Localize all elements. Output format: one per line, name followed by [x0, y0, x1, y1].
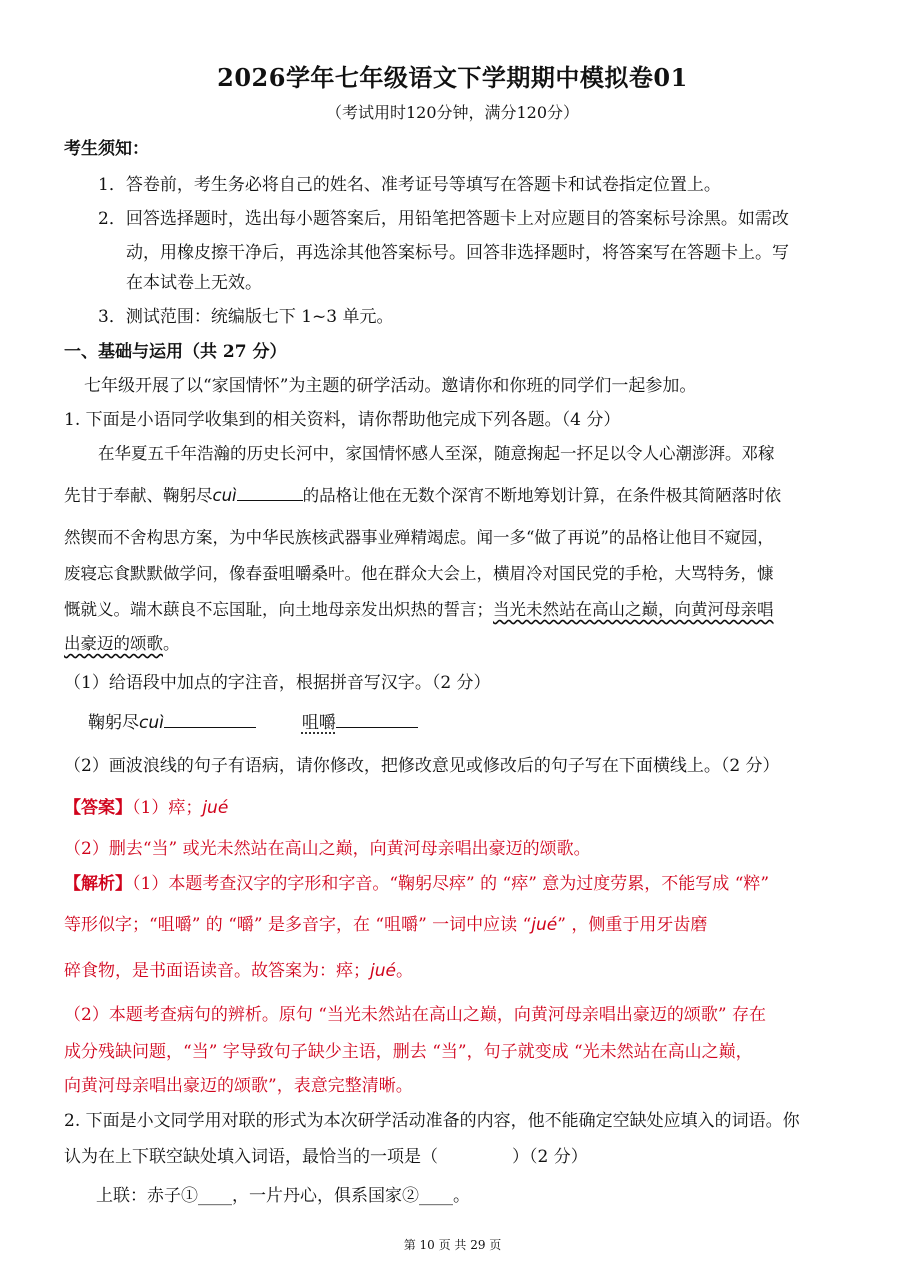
item-jugongjin: 鞠躬尽: [88, 713, 139, 733]
passage-line-5-start: 慨就义。端木蕻良不忘国耻，向土地母亲发出炽热的誓言；: [64, 600, 493, 619]
question-2-stem-end: ）（2 分）: [512, 1147, 588, 1167]
answer-line-2: （2）删去“当” 或光未然站在高山之巅，向黄河母亲唱出豪迈的颂歌。: [64, 839, 591, 859]
analysis-line-1-text: （1）本题考查汉字的字形和字音。“鞠躬尽瘁” 的 “瘁” 意为过度劳累，不能写成 “粹”: [132, 874, 770, 894]
analysis-line-2-start: 等形似字；“咀嚼” 的 “嚼” 是多音字，在 “咀嚼” 一词中应读 “: [64, 915, 532, 935]
analysis-line-4: （2）本题考查病句的辨析。原句 “当光未然站在高山之巅，向黄河母亲唱出豪迈的颂歌” 存在: [64, 1005, 767, 1025]
wavy-sentence-part-1: 当光未然站在高山之巅，向黄河母亲唱: [493, 600, 774, 619]
answer-label: 【答案】: [64, 798, 132, 818]
analysis-line-2: [64, 910, 843, 935]
notice-item-2-line-2: 动，用橡皮擦干净后，再选涂其他答案标号。回答非选择题时，将答案写在答题卡上。写: [126, 243, 789, 263]
answer-1-pinyin: jué: [202, 798, 229, 818]
question-1-stem: 1. 下面是小语同学收集到的相关资料，请你帮助他完成下列各题。（4 分）: [64, 410, 621, 430]
answer-1-text: （1）瘁；: [132, 798, 203, 818]
passage-line-2-end: 的品格让他在无数个深宵不断地筹划计算，在条件极其简陋落时依: [302, 486, 782, 505]
notice-item-2-line-3: 在本试卷上无效。: [126, 273, 262, 293]
question-2-stem-line-1: 2. 下面是小文同学用对联的形式为本次研学活动准备的内容，他不能确定空缺处应填入的词语。你: [64, 1111, 800, 1131]
notice-item-2-line-1: 2．回答选择题时，选出每小题答案后，用铅笔把答题卡上对应题目的答案标号涂黑。如需改: [98, 209, 789, 229]
analysis-line-3-start: 碎食物，是书面语读音。故答案为：瘁；: [64, 961, 370, 981]
passage-line-1: 在华夏五千年浩瀚的历史长河中，家国情怀感人至深，随意掬起一抔足以令人心潮澎湃。邓稼: [98, 444, 775, 463]
page-title: 2026学年七年级语文下学期期中模拟卷01: [217, 63, 688, 92]
section-1-intro: 七年级开展了以“家国情怀”为主题的研学活动。邀请你和你班的同学们一起参加。: [84, 376, 697, 396]
passage-line-5: [64, 596, 843, 620]
passage-line-4: 废寝忘食默默做学问，像春蚕咀嚼桑叶。他在群众大会上，横眉冷对国民党的手枪，大骂特务，慷: [64, 564, 774, 583]
passage-line-2-start: 先甘于奉献、鞠躬尽: [64, 486, 213, 505]
sub-question-2: （2）画波浪线的句子有语病，请你修改，把修改意见或修改后的句子写在下面横线上。（2 分）: [64, 756, 780, 776]
passage-line-3: 然锲而不舍构思方案，为中华民族核武器事业殚精竭虑。闻一多“做了再说”的品格让他目不窥园，: [64, 528, 774, 547]
analysis-line-3-end: 。: [395, 961, 413, 981]
answer-blank-2[interactable]: [336, 709, 418, 728]
item-jujue: 咀嚼: [301, 713, 336, 733]
analysis-line-3-pinyin: jué: [370, 961, 396, 981]
analysis-line-2-pinyin: jué: [531, 915, 558, 935]
notice-heading: 考生须知：: [64, 139, 149, 159]
passage-line-6-end: 。: [163, 634, 180, 653]
sub-question-1-items: [88, 708, 843, 733]
analysis-line-1: [64, 869, 843, 894]
passage-blank: [237, 482, 303, 501]
answer-blank-1[interactable]: [164, 709, 256, 728]
page-subtitle: （考试用时120分钟，满分120分）: [325, 103, 580, 122]
passage-line-2: [64, 482, 843, 506]
sub-question-1: （1）给语段中加点的字注音，根据拼音写汉字。（2 分）: [64, 673, 491, 693]
section-1-heading: 一、基础与运用（共 27 分）: [64, 342, 287, 362]
analysis-line-5: 成分残缺问题，“当” 字导致句子缺少主语，删去 “当”，句子就变成 “光未然站在高山之巅，: [64, 1042, 753, 1062]
couplet-upper: 上联：赤子①____，一片丹心，俱系国家②____。: [96, 1186, 470, 1206]
analysis-line-3: [64, 956, 843, 981]
passage-pinyin-cui: cuì: [212, 486, 237, 505]
analysis-label: 【解析】: [64, 874, 132, 894]
item-pinyin-cui: cuì: [139, 713, 164, 733]
page-footer: 第 10 页 共 29 页: [403, 1238, 502, 1252]
answer-line-1: [64, 793, 843, 818]
question-2-stem-start: 认为在上下联空缺处填入词语，最恰当的一项是（: [64, 1147, 438, 1167]
passage-line-6: [64, 630, 843, 654]
notice-item-3: 3．测试范围：统编版七下 1~3 单元。: [98, 307, 394, 327]
analysis-line-2-end: ” ，侧重于用牙齿磨: [557, 915, 708, 935]
question-2-stem-line-2: [64, 1142, 843, 1167]
wavy-sentence-part-2: 出豪迈的颂歌: [64, 634, 163, 653]
analysis-line-6: 向黄河母亲唱出豪迈的颂歌”，表意完整清晰。: [64, 1076, 413, 1096]
notice-item-1: 1．答卷前，考生务必将自己的姓名、准考证号等填写在答题卡和试卷指定位置上。: [98, 175, 721, 195]
